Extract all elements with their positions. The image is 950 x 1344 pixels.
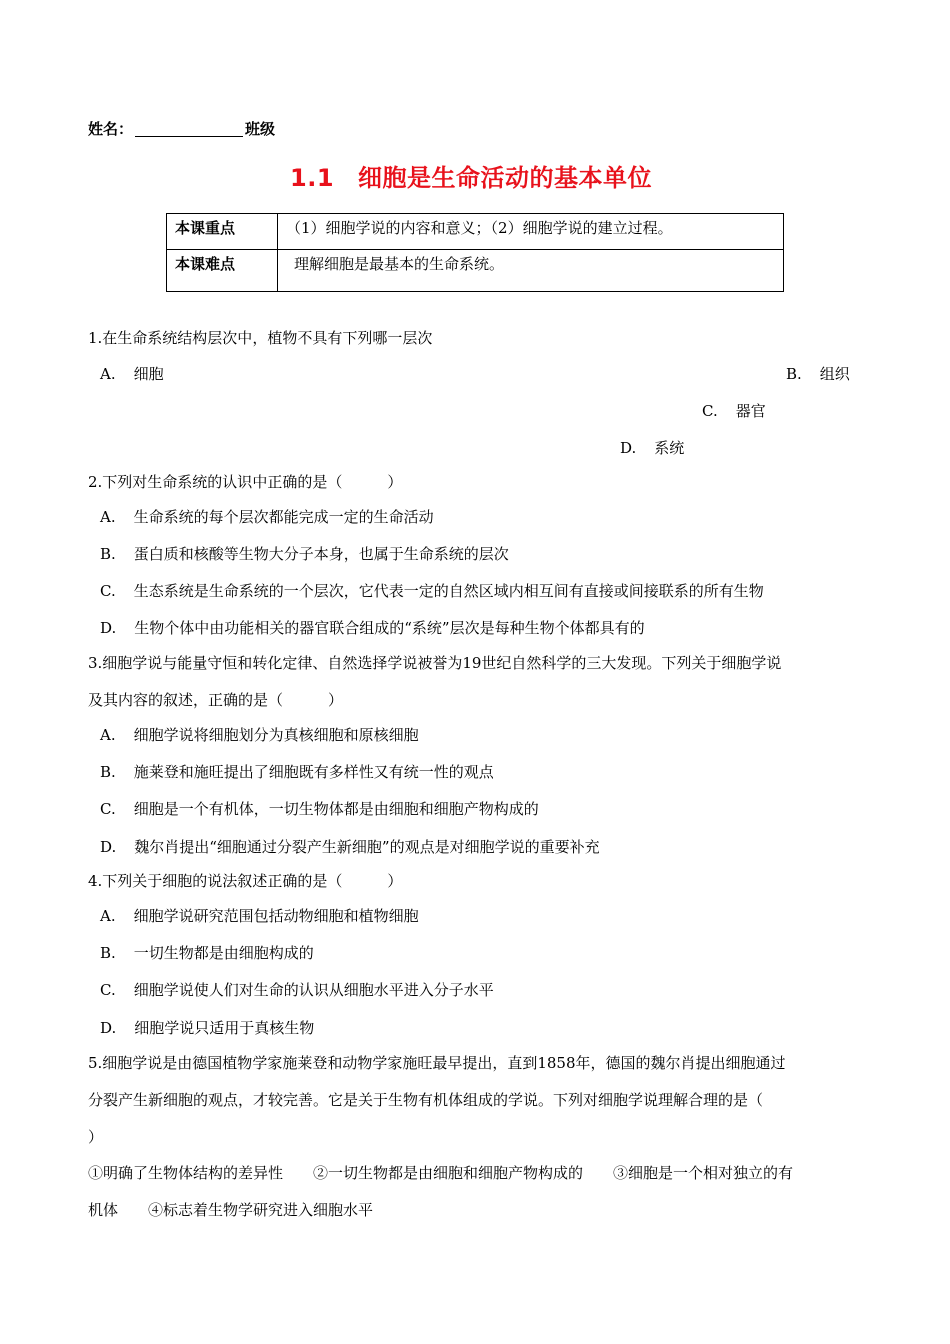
question-5-stem-line-3: ） [88, 1128, 104, 1146]
option-letter: C. [100, 981, 116, 999]
option-letter: D. [620, 439, 637, 457]
option-letter: B. [100, 763, 116, 781]
option-text: 一切生物都是由细胞构成的 [133, 944, 314, 962]
lesson-focus-table [166, 213, 784, 292]
question-2-option-c[interactable] [100, 581, 764, 601]
question-1-option-d[interactable] [620, 438, 684, 458]
question-4-option-d[interactable] [100, 1018, 314, 1038]
question-3-option-c[interactable] [100, 799, 539, 819]
option-text: 器官 [735, 402, 766, 420]
question-1-option-b[interactable] [786, 364, 850, 384]
option-text: 细胞学说将细胞划分为真核细胞和原核细胞 [133, 726, 419, 744]
name-label: 姓名： [88, 120, 134, 138]
question-3-stem-line-2: 及其内容的叙述，正确的是（ ） [88, 691, 344, 709]
table-row [167, 250, 784, 292]
table-cell-content: （1）细胞学说的内容和意义；（2）细胞学说的建立过程。 [278, 214, 784, 250]
question-4-stem: 4.下列关于细胞的说法叙述正确的是（ ） [88, 872, 403, 890]
option-text: 施莱登和施旺提出了细胞既有多样性又有统一性的观点 [133, 763, 494, 781]
option-letter: C. [100, 582, 116, 600]
option-text: 魏尔肖提出“细胞通过分裂产生新细胞”的观点是对细胞学说的重要补充 [134, 838, 600, 856]
option-text: 细胞学说使人们对生命的认识从细胞水平进入分子水平 [133, 981, 494, 999]
question-4-option-b[interactable] [100, 943, 314, 963]
option-letter: C. [702, 402, 718, 420]
option-letter: D. [100, 838, 117, 856]
question-5-statements-line-1: ①明确了生物体结构的差异性 ②一切生物都是由细胞和细胞产物构成的 ③细胞是一个相对独立的有 [88, 1164, 794, 1182]
option-letter: D. [100, 619, 117, 637]
option-text: 细胞是一个有机体，一切生物体都是由细胞和细胞产物构成的 [133, 800, 539, 818]
option-text: 生态系统是生命系统的一个层次，它代表一定的自然区域内相互间有直接或间接联系的所有生物 [133, 582, 764, 600]
question-5-stem-line-2: 分裂产生新细胞的观点，才较完善。它是关于生物有机体组成的学说。下列对细胞学说理解合理的是（ [88, 1091, 764, 1109]
option-letter: A. [100, 907, 116, 925]
question-2-option-b[interactable] [100, 544, 509, 564]
name-class-line [88, 118, 275, 139]
question-4-option-c[interactable] [100, 980, 494, 1000]
option-letter: B. [786, 365, 802, 383]
class-label: 班级 [245, 120, 276, 138]
question-2-option-d[interactable] [100, 618, 645, 638]
option-letter: A. [100, 508, 116, 526]
option-letter: B. [100, 944, 116, 962]
option-text: 细胞学说只适用于真核生物 [134, 1019, 315, 1037]
option-letter: A. [100, 365, 116, 383]
option-letter: B. [100, 545, 116, 563]
section-title: 细胞是生命活动的基本单位 [358, 164, 653, 192]
table-cell-label: 本课重点 [167, 214, 278, 250]
option-text: 蛋白质和核酸等生物大分子本身，也属于生命系统的层次 [133, 545, 509, 563]
question-1-stem: 1.在生命系统结构层次中，植物不具有下列哪一层次 [88, 329, 433, 347]
question-3-option-b[interactable] [100, 762, 494, 782]
option-text: 系统 [654, 439, 685, 457]
option-text: 组织 [819, 365, 850, 383]
question-5-stem-line-1: 5.细胞学说是由德国植物学家施莱登和动物学家施旺最早提出，直到1858年，德国的魏尔肖提出细胞通过 [88, 1054, 786, 1072]
question-1-option-c[interactable] [702, 401, 766, 421]
question-3-stem-line-1: 3.细胞学说与能量守恒和转化定律、自然选择学说被誉为19世纪自然科学的三大发现。下列关于细胞学说 [88, 654, 782, 672]
option-letter: D. [100, 1019, 117, 1037]
question-1-option-a[interactable] [100, 364, 164, 384]
question-3-option-d[interactable] [100, 837, 600, 857]
option-text: 细胞学说研究范围包括动物细胞和植物细胞 [133, 907, 419, 925]
question-2-option-a[interactable] [100, 507, 434, 527]
option-letter: A. [100, 726, 116, 744]
option-text: 生命系统的每个层次都能完成一定的生命活动 [133, 508, 434, 526]
option-text: 细胞 [133, 365, 164, 383]
section-number: 1.1 [290, 164, 335, 192]
option-text: 生物个体中由功能相关的器官联合组成的“系统”层次是每种生物个体都具有的 [134, 619, 645, 637]
table-cell-label: 本课难点 [167, 250, 278, 292]
table-cell-content: 理解细胞是最基本的生命系统。 [278, 250, 784, 292]
question-3-option-a[interactable] [100, 725, 419, 745]
question-5-statements-line-2: 机体 ④标志着生物学研究进入细胞水平 [88, 1201, 374, 1219]
page-title [290, 158, 652, 193]
question-2-stem: 2.下列对生命系统的认识中正确的是（ ） [88, 473, 403, 491]
table-row [167, 214, 784, 250]
option-letter: C. [100, 800, 116, 818]
question-4-option-a[interactable] [100, 906, 419, 926]
name-blank[interactable] [135, 120, 243, 137]
